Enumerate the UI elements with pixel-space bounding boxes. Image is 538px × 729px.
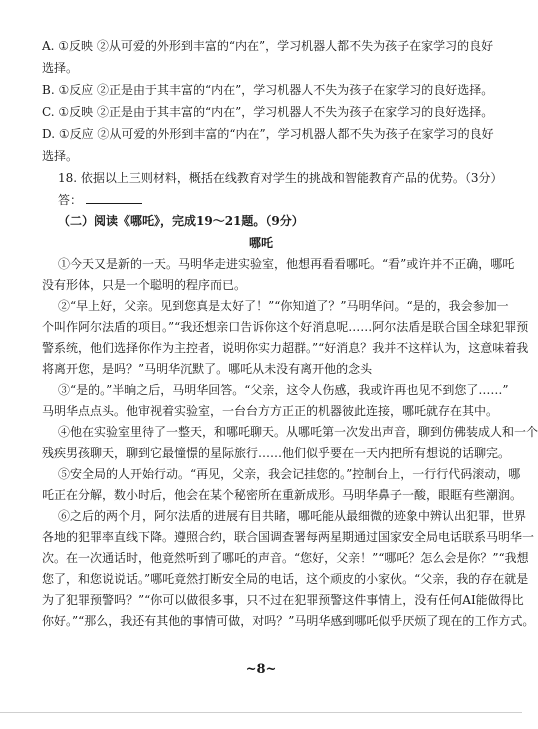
p2-line1: ②“早上好，父亲。见到您真是太好了！”“你知道了？”马明华问。“是的，我会参加一	[58, 299, 509, 313]
p6-line6: 你好。”“那么，我还有其他的事情可做，对吗？”马明华感到哪吒似乎厌烦了现在的工作方式。	[42, 614, 535, 628]
p2-line4: 将离开您，是吗？”马明华沉默了。哪吒从未没有离开他的念头	[42, 362, 373, 376]
passage-title: 哪吒	[248, 236, 273, 250]
p2-line2: 个叫作阿尔法盾的项目。”“我还想亲口告诉你这个好消息呢……阿尔法盾是联合国全球犯罪预	[42, 320, 529, 334]
page-number: ~8~	[245, 662, 277, 677]
option-d-line1: D. ①反应 ②从可爱的外形到丰富的“内在”，学习机器人都不失为孩子在家学习的良好	[42, 127, 494, 141]
option-c: C. ①反映 ②正是由于其丰富的“内在”，学习机器人不失为孩子在家学习的良好选择。	[42, 105, 494, 119]
page-divider	[0, 712, 522, 713]
p6-line4: 您了，和您说说话。”哪吒竟然打断安全局的电话，这个顽皮的小家伙。“父亲，我的存在就是	[42, 572, 529, 586]
p6-line5: 为了犯罪预警吗？”“你可以做很多事，只不过在犯罪预警这件事情上，没有任何AI能做得比	[42, 593, 524, 607]
answer-row	[58, 191, 490, 208]
p6-line2: 各地的犯罪率直线下降。遵照合约，联合国调查署每两星期通过国家安全局电话联系马明华一	[42, 530, 535, 544]
p3-line1: ③“是的。”半晌之后，马明华回答。“父亲，这令人伤感，我或许再也见不到您了……”	[58, 383, 509, 397]
p1-line2: 没有形体，只是一个聪明的程序而已。	[42, 278, 247, 292]
question-18: 18. 依据以上三则材料，概括在线教育对学生的挑战和智能教育产品的优势。（3分）	[58, 171, 503, 185]
answer-blank[interactable]	[86, 191, 142, 204]
p4-line2: 残疾男孩聊天，聊到它最憧憬的星际旅行……他们似乎要在一天内把所有想说的话聊完。	[42, 446, 511, 460]
p6-line3: 次。在一次通话时，他竟然听到了哪吒的声音。“您好，父亲！”“哪吒？怎么会是你？”“我想	[42, 551, 529, 565]
p5-line1: ⑤安全局的人开始行动。“再见，父亲，我会记挂您的。”控制台上，一行行代码滚动，哪	[58, 467, 521, 481]
p4-line1: ④他在实验室里待了一整天，和哪吒聊天。从哪吒第一次发出声音，聊到仿佛装成人和一个	[58, 425, 538, 439]
option-d-line2: 选择。	[42, 149, 79, 163]
option-a-line2: 选择。	[42, 61, 79, 75]
p2-line3: 警系统，他们选择你作为主控者，说明你实力超群。”“好消息？我并不这样认为，这意味着我	[42, 341, 529, 355]
p6-line1: ⑥之后的两个月，阿尔法盾的进展有目共睹，哪吒能从最细微的迹象中辨认出犯罪，世界	[58, 509, 527, 523]
option-a-line1: A. ①反映 ②从可爱的外形到丰富的“内在”，学习机器人都不失为孩子在家学习的良好	[42, 39, 494, 53]
p3-line2: 马明华点点头。他审视着实验室，一台台方方正正的机器彼此连接，哪吒就存在其中。	[42, 404, 499, 418]
answer-label: 答：	[58, 193, 83, 207]
p1-line1: ①今天又是新的一天。马明华走进实验室，他想再看看哪吒。“看”或许并不正确，哪吒	[58, 257, 515, 271]
p5-line2: 吒正在分解，数小时后，他会在某个秘密所在重新成形。马明华鼻子一酸，眼眶有些潮润。	[42, 488, 523, 502]
option-b: B. ①反应 ②正是由于其丰富的“内在”，学习机器人不失为孩子在家学习的良好选择。	[42, 83, 494, 97]
section-heading: （二）阅读《哪吒》，完成19～21题。（9分）	[58, 214, 304, 228]
